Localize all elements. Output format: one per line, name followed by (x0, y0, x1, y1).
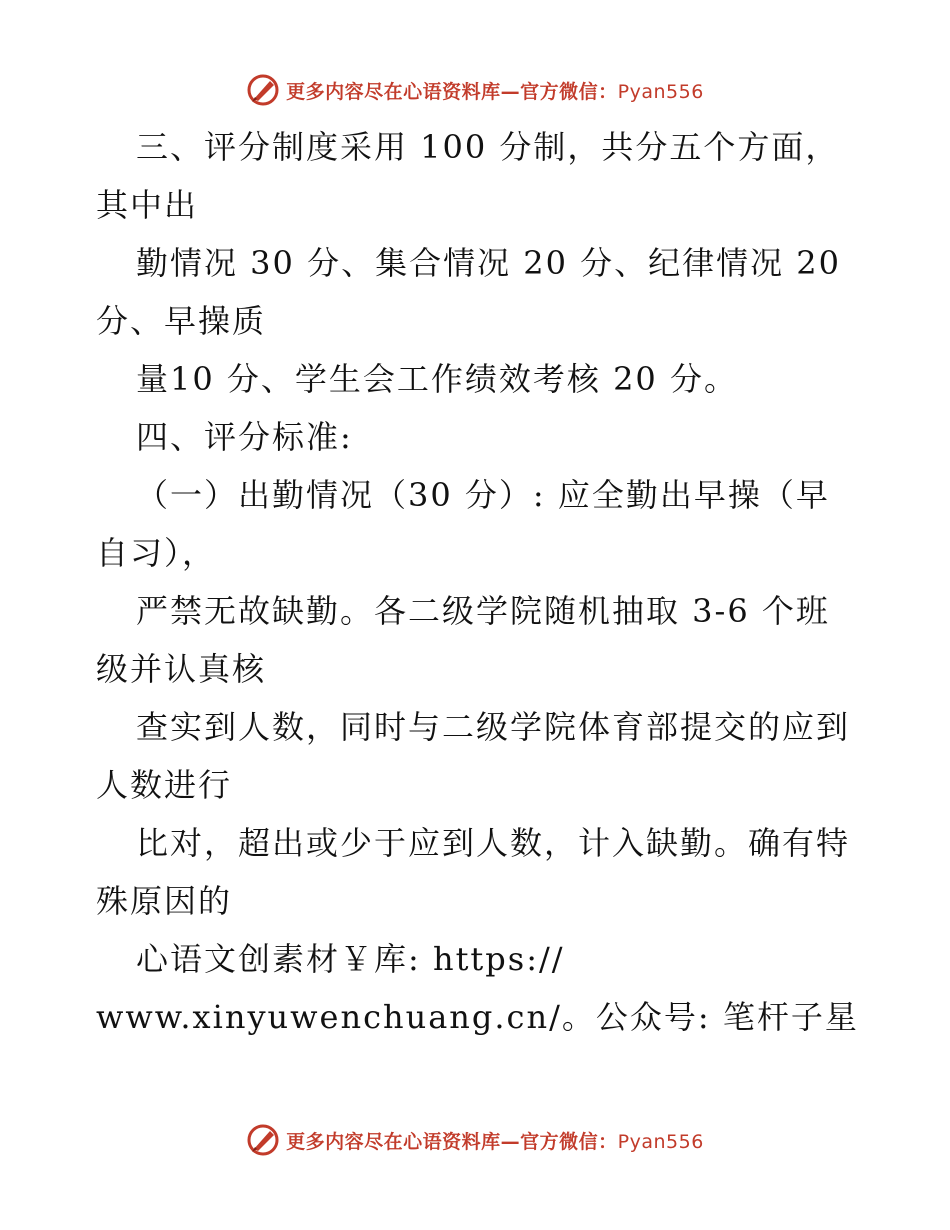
body-line: 严禁无故缺勤。各二级学院随机抽取 3-6 个班 (136, 592, 830, 630)
body-line: 勤情况 30 分、集合情况 20 分、纪律情况 20 (136, 244, 842, 282)
pen-logo-icon (246, 1123, 280, 1157)
body-line: www.xinyuwenchuang.cn/。公众号: 笔杆子星 (96, 998, 859, 1036)
body-line: 自习）， (96, 534, 217, 572)
body-line: 人数进行 (96, 766, 233, 804)
pen-logo-icon (246, 73, 280, 107)
body-line: 分、早操质 (96, 302, 267, 340)
header-banner (0, 70, 950, 110)
footer-banner (0, 1120, 950, 1160)
body-line: 心语文创素材￥库: https:// (136, 940, 565, 978)
body-line: （一）出勤情况（30 分）: 应全勤出早操（早 (136, 476, 830, 514)
body-line: 量10 分、学生会工作绩效考核 20 分。 (136, 360, 738, 398)
body-line: 殊原因的 (96, 882, 233, 920)
body-line: 四、评分标准: (136, 418, 353, 456)
document-body (96, 118, 859, 1046)
header-banner-text: 更多内容尽在心语资料库—官方微信：Pyan556 (286, 80, 704, 103)
body-line: 其中出 (96, 186, 199, 224)
body-line: 查实到人数，同时与二级学院体育部提交的应到 (136, 708, 851, 746)
footer-banner-text: 更多内容尽在心语资料库—官方微信：Pyan556 (286, 1130, 704, 1153)
body-line: 比对，超出或少于应到人数，计入缺勤。确有特 (136, 824, 851, 862)
body-line: 三、评分制度采用 100 分制，共分五个方面， (136, 128, 840, 166)
body-line: 级并认真核 (96, 650, 267, 688)
